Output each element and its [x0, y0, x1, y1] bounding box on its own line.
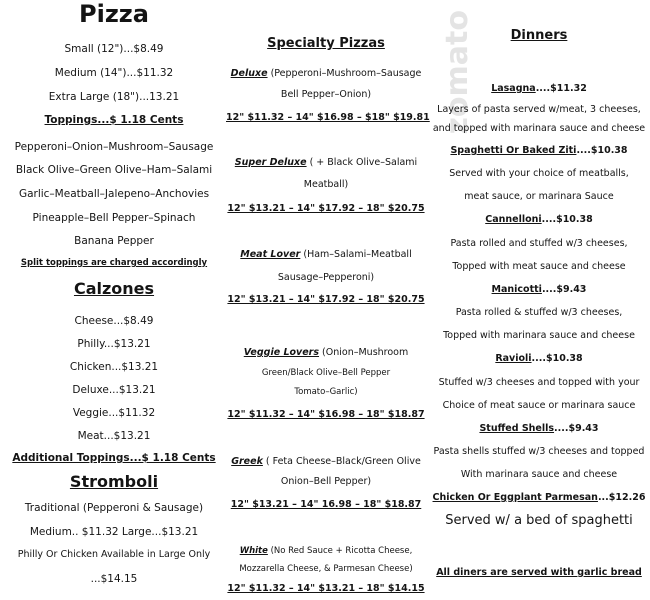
specialty-name: White — [239, 546, 268, 556]
toppings-price: Toppings...$ 1.18 Cents — [44, 114, 184, 126]
dinner-price: ....$11.32 — [535, 83, 587, 94]
dinner-header — [428, 422, 650, 436]
specialty-desc: Mozzarella Cheese, & Parmesan Cheese) — [239, 564, 413, 574]
dinner-price: ....$9.43 — [554, 423, 599, 434]
calzone-item: Philly...$13.21 — [77, 338, 151, 350]
specialty-title: Specialty Pizzas — [267, 36, 385, 51]
dinner-price: ....$10.38 — [541, 214, 593, 225]
specialty-desc: Meatball) — [303, 179, 349, 190]
specialty-item-header — [226, 248, 426, 262]
pizza-title: Pizza — [79, 0, 149, 28]
specialty-prices: 12" $11.32 – 14" $13.21 – 18" $14.15 — [227, 583, 425, 594]
topping-line: Black Olive–Green Olive–Ham–Salami — [15, 164, 213, 176]
stromboli-line: ...$14.15 — [90, 573, 138, 585]
specialty-name: Deluxe — [230, 68, 268, 79]
specialty-name: Greek — [231, 456, 263, 467]
dinner-price: ....$9.43 — [541, 284, 587, 295]
dinner-name: Chicken Or Eggplant Parmesan — [432, 492, 598, 503]
dinner-name: Stuffed Shells — [479, 423, 555, 434]
specialty-desc: ( + Black Olive–Salami — [306, 157, 418, 168]
additional-toppings: Additional Toppings...$ 1.18 Cents — [12, 452, 216, 464]
dinner-desc: and topped with marinara sauce and cheese — [432, 123, 646, 134]
specialty-desc: (Ham–Salami–Meatball — [300, 249, 412, 260]
dinners-column — [428, 0, 650, 600]
dinner-desc: Topped with meat sauce and cheese — [452, 261, 626, 272]
topping-line: Pepperoni–Onion–Mushroom–Sausage — [14, 141, 214, 153]
watermark: zomato — [440, 10, 475, 135]
dinner-name: Cannelloni — [485, 214, 542, 225]
specialty-prices: 12" $11.32 – 14" $16.98 – 18" $18.87 — [227, 409, 425, 420]
specialty-desc: (Pepperoni–Mushroom–Sausage — [267, 68, 422, 79]
pizza-size-medium: Medium (14")...$11.32 — [54, 67, 174, 79]
specialty-item-header — [226, 67, 426, 81]
dinner-price: ...$12.26 — [597, 492, 646, 503]
calzones-title: Calzones — [73, 279, 155, 298]
pizza-size-xl: Extra Large (18")...13.21 — [48, 91, 180, 103]
dinner-name: Manicotti — [491, 284, 542, 295]
dinner-desc: Choice of meat sauce or marinara sauce — [442, 400, 636, 411]
calzone-item: Chicken...$13.21 — [69, 361, 159, 373]
specialty-name: Super Deluxe — [234, 157, 307, 168]
dinner-desc: Pasta rolled & stuffed w/3 cheeses, — [455, 307, 623, 318]
specialty-desc: ( Feta Cheese–Black/Green Olive — [262, 456, 421, 467]
topping-line: Pineapple–Bell Pepper–Spinach — [32, 212, 196, 224]
pizza-size-small: Small (12")...$8.49 — [64, 43, 164, 55]
dinner-desc: Served with your choice of meatballs, — [449, 168, 629, 179]
calzone-item: Meat...$13.21 — [77, 430, 151, 442]
dinner-name: Ravioli — [495, 353, 532, 364]
pizza-column — [0, 0, 228, 600]
dinner-desc: meat sauce, or marinara Sauce — [464, 191, 614, 202]
calzone-item: Deluxe...$13.21 — [72, 384, 156, 396]
dinner-header — [428, 144, 650, 158]
topping-line: Banana Pepper — [74, 235, 154, 247]
dinner-desc: Pasta rolled and stuffed w/3 cheeses, — [450, 238, 628, 249]
specialty-name: Veggie Lovers — [243, 347, 320, 358]
specialty-prices: 12" $11.32 – 14" $16.98 – $18" $19.81 — [226, 112, 430, 123]
dinner-header — [428, 283, 650, 297]
calzone-item: Cheese...$8.49 — [74, 315, 154, 327]
dinner-price: ....$10.38 — [531, 353, 583, 364]
dinner-name: Lasagna — [491, 83, 536, 94]
specialty-column — [226, 0, 430, 600]
dinner-desc: Stuffed w/3 cheeses and topped with your — [438, 377, 640, 388]
split-note: Split toppings are charged accordingly — [20, 258, 208, 268]
specialty-desc: Bell Pepper–Onion) — [280, 89, 372, 100]
dinner-desc: Served w/ a bed of spaghetti — [445, 513, 633, 528]
dinner-header — [428, 491, 650, 505]
specialty-desc: (Onion–Mushroom — [319, 347, 409, 358]
specialty-desc: Sausage–Pepperoni) — [277, 272, 375, 283]
specialty-desc: (No Red Sauce + Ricotta Cheese, — [267, 546, 413, 556]
dinners-footer: All diners are served with garlic bread — [436, 567, 642, 578]
stromboli-line: Medium.. $11.32 Large...$13.21 — [29, 526, 199, 538]
calzone-item: Veggie...$11.32 — [72, 407, 156, 419]
dinner-name: Spaghetti Or Baked Ziti — [450, 145, 577, 156]
stromboli-line: Philly Or Chicken Available in Large Only — [17, 549, 211, 560]
specialty-prices: 12" $13.21 – 14" $17.92 – 18" $20.75 — [227, 203, 425, 214]
dinner-header — [428, 213, 650, 227]
dinner-header — [428, 352, 650, 366]
dinners-title: Dinners — [510, 28, 568, 43]
specialty-item-header — [226, 544, 426, 558]
specialty-desc: Onion–Bell Pepper) — [280, 476, 372, 487]
specialty-item-header — [226, 455, 426, 469]
specialty-desc: Tomato–Garlic) — [294, 387, 358, 397]
dinner-desc: With marinara sauce and cheese — [460, 469, 618, 480]
stromboli-title: Stromboli — [69, 472, 159, 491]
stromboli-line: Traditional (Pepperoni & Sausage) — [24, 502, 204, 514]
specialty-name: Meat Lover — [240, 249, 301, 260]
specialty-item-header — [226, 156, 426, 170]
specialty-item-header — [226, 346, 426, 360]
dinner-price: ....$10.38 — [576, 145, 628, 156]
specialty-desc: Green/Black Olive–Bell Pepper — [261, 368, 391, 378]
dinner-desc: Topped with marinara sauce and cheese — [443, 330, 635, 341]
specialty-prices: 12" $13.21 – 14" 16.98 – 18" $18.87 — [230, 499, 422, 510]
topping-line: Garlic–Meatball–Jalepeno–Anchovies — [18, 188, 210, 200]
dinner-desc: Layers of pasta served w/meat, 3 cheeses, — [437, 104, 641, 115]
dinner-desc: Pasta shells stuffed w/3 cheeses and topped — [433, 446, 645, 457]
dinner-header — [428, 82, 650, 96]
specialty-prices: 12" $13.21 – 14" $17.92 – 18" $20.75 — [227, 294, 425, 305]
